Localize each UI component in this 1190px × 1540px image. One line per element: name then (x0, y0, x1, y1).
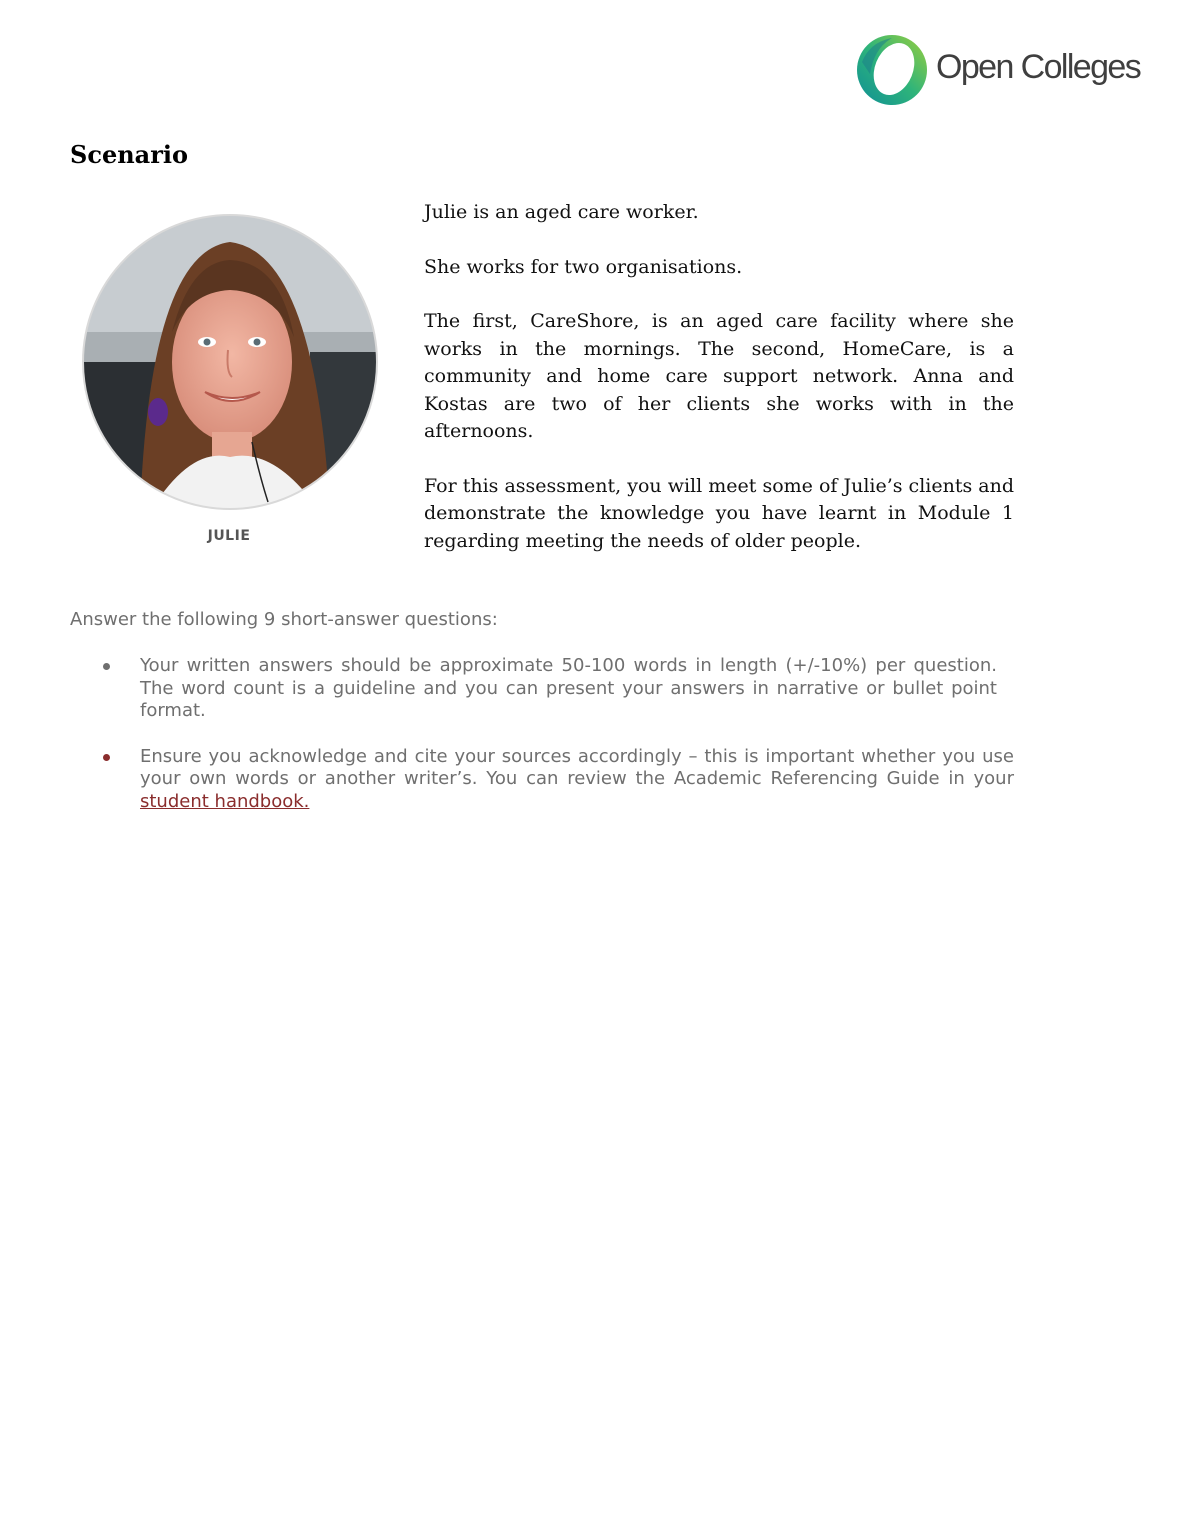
student-handbook-link[interactable]: student handbook. (140, 790, 310, 812)
scenario-paragraph: Julie is an aged care worker. (424, 201, 699, 223)
open-colleges-ring-icon (856, 34, 928, 106)
julie-portrait-image (80, 212, 380, 512)
list-item (70, 655, 997, 723)
instructions-list (70, 655, 1030, 813)
bullet-dot-icon (103, 754, 110, 761)
instructions-intro: Answer the following 9 short-answer questions: (70, 609, 498, 630)
scenario-paragraph: She works for two organisations. (424, 255, 743, 278)
instructions-section (70, 607, 1030, 813)
bullet-dot-icon (103, 663, 110, 670)
bullet-text: Ensure you acknowledge and cite your sources accordingly – this is important whether you use your own words or another writer’s. You can review the Academic Referencing Guide in your (140, 745, 1014, 789)
open-colleges-logo (856, 34, 1141, 106)
section-heading: Scenario (70, 140, 188, 169)
scenario-paragraph: For this assessment, you will meet some of Julie’s clients and demonstrate the knowledge you have learnt in Module 1 regarding meeting the needs of older people. (424, 474, 1014, 552)
scenario-description (424, 199, 1014, 582)
portrait-caption: JULIE (207, 528, 251, 544)
list-item (70, 746, 1014, 814)
logo-wordmark: Open Colleges (936, 48, 1141, 86)
bullet-text: Your written answers should be approximate 50-100 words in length (+/-10%) per question. The word count is a guideline and you can present your answers in narrative or bullet point format. (140, 655, 997, 721)
scenario-paragraph: The first, CareShore, is an aged care facility where she works in the mornings. The second, HomeCare, is a community and home care support network. Anna and Kostas are two of her clients she works with in the afternoons. (424, 310, 1014, 442)
